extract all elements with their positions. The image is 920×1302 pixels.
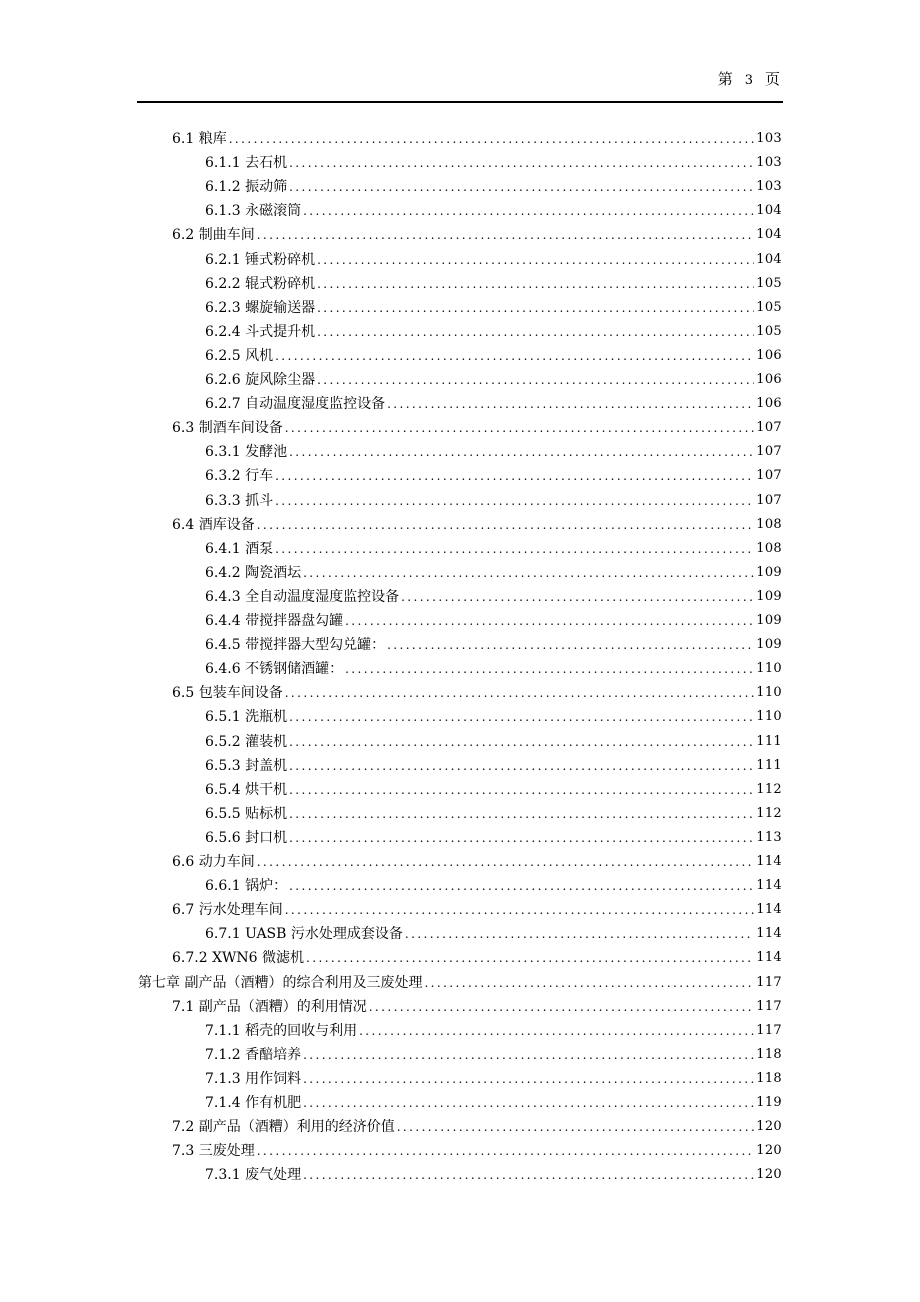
toc-leader-dots (359, 1022, 754, 1040)
toc-entry-page: 117 (756, 1022, 782, 1038)
toc-entry-label: 6.6.1 锅炉： (205, 878, 288, 895)
toc-leader-dots (229, 130, 755, 148)
toc-entry-label: 7.1.2 香醅培养 (205, 1046, 302, 1063)
toc-entry-label: 6.2.2 辊式粉碎机 (205, 275, 316, 292)
toc-entry-label: 7.1 副产品（酒糟）的利用情况 (172, 998, 367, 1015)
toc-entry[interactable] (205, 702, 782, 726)
toc-leader-dots (257, 516, 755, 534)
toc-entry[interactable] (205, 1160, 782, 1184)
toc-entry-label: 6.1.1 去石机 (205, 155, 288, 172)
toc-entry[interactable] (205, 365, 782, 389)
toc-entry-page: 106 (756, 347, 782, 363)
toc-entry-page: 104 (756, 203, 782, 219)
toc-entry-label: 6.2.1 锤式粉碎机 (205, 251, 316, 268)
toc-entry-label: 6.2.3 螺旋输送器 (205, 299, 316, 316)
toc-entry-label: 6.4.4 带搅拌器盘勾罐 (205, 613, 344, 629)
toc-leader-dots (317, 371, 754, 389)
toc-entry-label: 6.3.3 抓斗 (205, 492, 274, 509)
toc-leader-dots (289, 829, 754, 847)
toc-entry[interactable] (205, 1016, 782, 1040)
toc-leader-dots (303, 1094, 754, 1112)
toc-entry-page: 107 (756, 468, 782, 484)
page-header (718, 68, 780, 89)
toc-entry-page: 107 (756, 492, 782, 508)
toc-entry-label: 6.5.5 贴标机 (205, 805, 288, 822)
toc-entry-label: 7.2 副产品（酒糟）利用的经济价值 (172, 1119, 395, 1136)
toc-entry-label: 6.3 制酒车间设备 (172, 420, 283, 437)
toc-entry-label: 7.3.1 废气处理 (205, 1167, 302, 1184)
toc-entry-page: 114 (756, 950, 782, 966)
toc-entry[interactable] (205, 293, 782, 317)
toc-entry-label: 6.1.2 振动筛 (205, 179, 288, 196)
toc-leader-dots (289, 443, 754, 461)
toc-entry-label: 6.6 动力车间 (172, 854, 255, 870)
toc-entry[interactable] (205, 654, 782, 678)
header-suffix: 页 (764, 70, 780, 88)
toc-entry[interactable] (205, 341, 782, 365)
toc-entry-label: 6.2.4 斗式提升机 (205, 323, 316, 340)
toc-entry-page: 103 (756, 155, 782, 171)
toc-entry-page: 120 (756, 1143, 782, 1159)
toc-entry-page: 109 (756, 637, 782, 653)
toc-entry[interactable] (172, 1136, 782, 1160)
toc-entry[interactable] (205, 196, 782, 220)
toc-entry[interactable] (205, 727, 782, 751)
toc-leader-dots (317, 323, 754, 341)
toc-entry-page: 108 (756, 516, 782, 532)
toc-leader-dots (317, 299, 754, 317)
toc-leader-dots (257, 1142, 755, 1160)
toc-entry[interactable] (172, 678, 782, 702)
toc-entry-page: 118 (756, 1070, 782, 1086)
toc-leader-dots (289, 757, 754, 775)
toc-entry[interactable] (205, 486, 782, 510)
toc-leader-dots (424, 974, 754, 992)
toc-entry[interactable] (205, 1040, 782, 1064)
toc-entry-page: 111 (756, 733, 782, 749)
toc-entry[interactable] (205, 172, 782, 196)
toc-entry-page: 109 (756, 564, 782, 580)
toc-entry[interactable] (205, 751, 782, 775)
toc-entry[interactable] (205, 775, 782, 799)
toc-entry[interactable] (205, 630, 782, 654)
toc-leader-dots (289, 805, 754, 823)
toc-leader-dots (275, 467, 754, 485)
toc-leader-dots (289, 877, 754, 895)
toc-leader-dots (285, 419, 755, 437)
toc-entry-label: 6.5.1 洗瓶机 (205, 709, 288, 726)
toc-entry-page: 108 (756, 540, 782, 556)
toc-entry-page: 104 (756, 251, 782, 267)
toc-leader-dots (275, 492, 754, 510)
toc-entry[interactable] (172, 413, 782, 437)
toc-leader-dots (285, 901, 755, 919)
toc-entry[interactable] (138, 968, 782, 992)
toc-entry-label: 6.2.6 旋风除尘器 (205, 372, 316, 388)
toc-entry[interactable] (172, 847, 782, 871)
toc-entry-page: 114 (756, 902, 782, 918)
toc-entry[interactable] (172, 992, 782, 1016)
toc-entry[interactable] (205, 148, 782, 172)
toc-entry-page: 103 (756, 179, 782, 195)
toc-entry-page: 114 (756, 878, 782, 894)
toc-entry[interactable] (205, 871, 782, 895)
toc-entry-label: 6.4.2 陶瓷酒坛 (205, 564, 302, 581)
toc-entry[interactable] (205, 582, 782, 606)
toc-leader-dots (369, 998, 755, 1016)
toc-leader-dots (257, 853, 755, 871)
toc-entry[interactable] (205, 534, 782, 558)
toc-leader-dots (289, 708, 754, 726)
toc-entry-page: 117 (756, 998, 782, 1014)
toc-entry[interactable] (205, 919, 782, 943)
toc-entry-page: 114 (756, 926, 782, 942)
toc-entry-label: 7.1.3 用作饲料 (205, 1070, 302, 1087)
toc-entry-page: 120 (756, 1119, 782, 1135)
toc-entry-page: 105 (756, 275, 782, 291)
toc-entry-label: 7.1.4 作有机肥 (205, 1095, 302, 1111)
toc-entry-label: 6.5.4 烘干机 (205, 781, 288, 798)
toc-entry[interactable] (205, 245, 782, 269)
toc-entry-page: 120 (756, 1167, 782, 1183)
toc-entry-page: 111 (756, 757, 782, 773)
toc-entry-page: 105 (756, 299, 782, 315)
toc-entry[interactable] (172, 510, 782, 534)
toc-entry-page: 109 (756, 613, 782, 628)
toc-entry-page: 105 (756, 323, 782, 339)
toc-leader-dots (289, 154, 754, 172)
toc-leader-dots (397, 1118, 755, 1136)
toc-entry-page: 110 (756, 709, 782, 725)
toc-entry[interactable] (205, 606, 782, 630)
header-prefix: 第 (717, 70, 733, 88)
toc-entry-page: 112 (756, 781, 782, 797)
toc-entry-page: 117 (756, 974, 782, 990)
toc-entry[interactable] (205, 461, 782, 485)
toc-entry[interactable] (205, 1088, 782, 1112)
toc-leader-dots (401, 588, 754, 606)
toc-leader-dots (345, 660, 754, 678)
toc-leader-dots (405, 925, 754, 943)
toc-entry-page: 110 (756, 661, 782, 677)
toc-leader-dots (303, 1046, 754, 1064)
toc-entry[interactable] (205, 437, 782, 461)
toc-leader-dots (317, 275, 754, 293)
toc-entry[interactable] (205, 317, 782, 341)
toc-entry[interactable] (172, 1112, 782, 1136)
toc-leader-dots (289, 178, 754, 196)
toc-entry-page: 107 (756, 420, 782, 436)
toc-entry[interactable] (205, 389, 782, 413)
toc-entry-label: 7.3 三废处理 (172, 1143, 255, 1160)
toc-leader-dots (275, 540, 754, 558)
toc-leader-dots (317, 251, 754, 269)
toc-entry-label: 6.7.2 XWN6 微滤机 (172, 950, 305, 967)
toc-entry-label: 7.1.1 稻壳的回收与利用 (205, 1022, 358, 1039)
toc-entry-label: 6.4.5 带搅拌器大型勾兑罐： (205, 637, 386, 654)
toc-entry[interactable] (205, 269, 782, 293)
toc-leader-dots (303, 202, 754, 220)
toc-entry-page: 106 (756, 372, 782, 387)
toc-leader-dots (306, 949, 754, 967)
toc-entry-label: 6.4 酒库设备 (172, 516, 255, 533)
toc-leader-dots (289, 733, 754, 751)
toc-entry-page: 103 (756, 131, 782, 146)
toc-entry-label: 6.4.6 不锈钢储酒罐： (205, 661, 344, 678)
toc-entry[interactable] (172, 943, 782, 967)
toc-entry-page: 109 (756, 588, 782, 604)
toc-entry[interactable] (172, 124, 782, 148)
toc-entry-page: 104 (756, 227, 782, 243)
toc-entry[interactable] (205, 823, 782, 847)
toc-entry-label: 6.5.2 灌装机 (205, 733, 288, 750)
toc-entry-label: 6.3.1 发酵池 (205, 444, 288, 461)
toc-entry-page: 110 (756, 685, 782, 701)
toc-leader-dots (285, 684, 755, 702)
toc-entry-page: 118 (756, 1046, 782, 1062)
toc-entry-label: 6.1.3 永磁滚筒 (205, 203, 302, 220)
toc-entry-label: 6.2.7 自动温度湿度监控设备 (205, 396, 386, 413)
toc-entry-label: 6.7 污水处理车间 (172, 902, 283, 919)
toc-leader-dots (275, 347, 754, 365)
toc-entry-label: 6.2 制曲车间 (172, 227, 255, 244)
toc-entry[interactable] (205, 558, 782, 582)
toc-entry-page: 114 (756, 854, 782, 869)
toc-leader-dots (303, 564, 754, 582)
header-page-number: 3 (744, 73, 753, 88)
toc-leader-dots (303, 1166, 754, 1184)
toc-leader-dots (257, 226, 755, 244)
toc-entry-label: 6.5 包装车间设备 (172, 685, 283, 702)
toc-entry-page: 113 (756, 829, 782, 845)
toc-entry-label: 6.1 粮库 (172, 131, 227, 147)
header-rule (137, 101, 783, 103)
toc-entry-label: 6.5.6 封口机 (205, 829, 288, 846)
toc-entry-label: 6.5.3 封盖机 (205, 757, 288, 774)
toc-entry-page: 119 (756, 1095, 782, 1110)
toc-entry-label: 6.3.2 行车 (205, 468, 274, 485)
toc-entry-label: 第七章 副产品（酒糟）的综合利用及三废处理 (138, 974, 423, 991)
toc-entry[interactable] (205, 799, 782, 823)
toc-entry-label: 6.4.3 全自动温度湿度监控设备 (205, 588, 400, 605)
toc-entry-label: 6.2.5 风机 (205, 347, 274, 364)
toc-leader-dots (387, 636, 754, 654)
toc-leader-dots (345, 612, 754, 630)
toc-entry[interactable] (172, 895, 782, 919)
toc-leader-dots (303, 1070, 754, 1088)
toc-entry-page: 107 (756, 444, 782, 460)
toc-entry[interactable] (205, 1064, 782, 1088)
toc-entry-label: 6.4.1 酒泵 (205, 540, 274, 557)
toc-entry-page: 106 (756, 396, 782, 412)
toc-leader-dots (289, 781, 754, 799)
toc-entry-label: 6.7.1 UASB 污水处理成套设备 (205, 926, 403, 943)
toc-entry[interactable] (172, 220, 782, 244)
toc-entry-page: 112 (756, 805, 782, 821)
toc-leader-dots (387, 395, 754, 413)
